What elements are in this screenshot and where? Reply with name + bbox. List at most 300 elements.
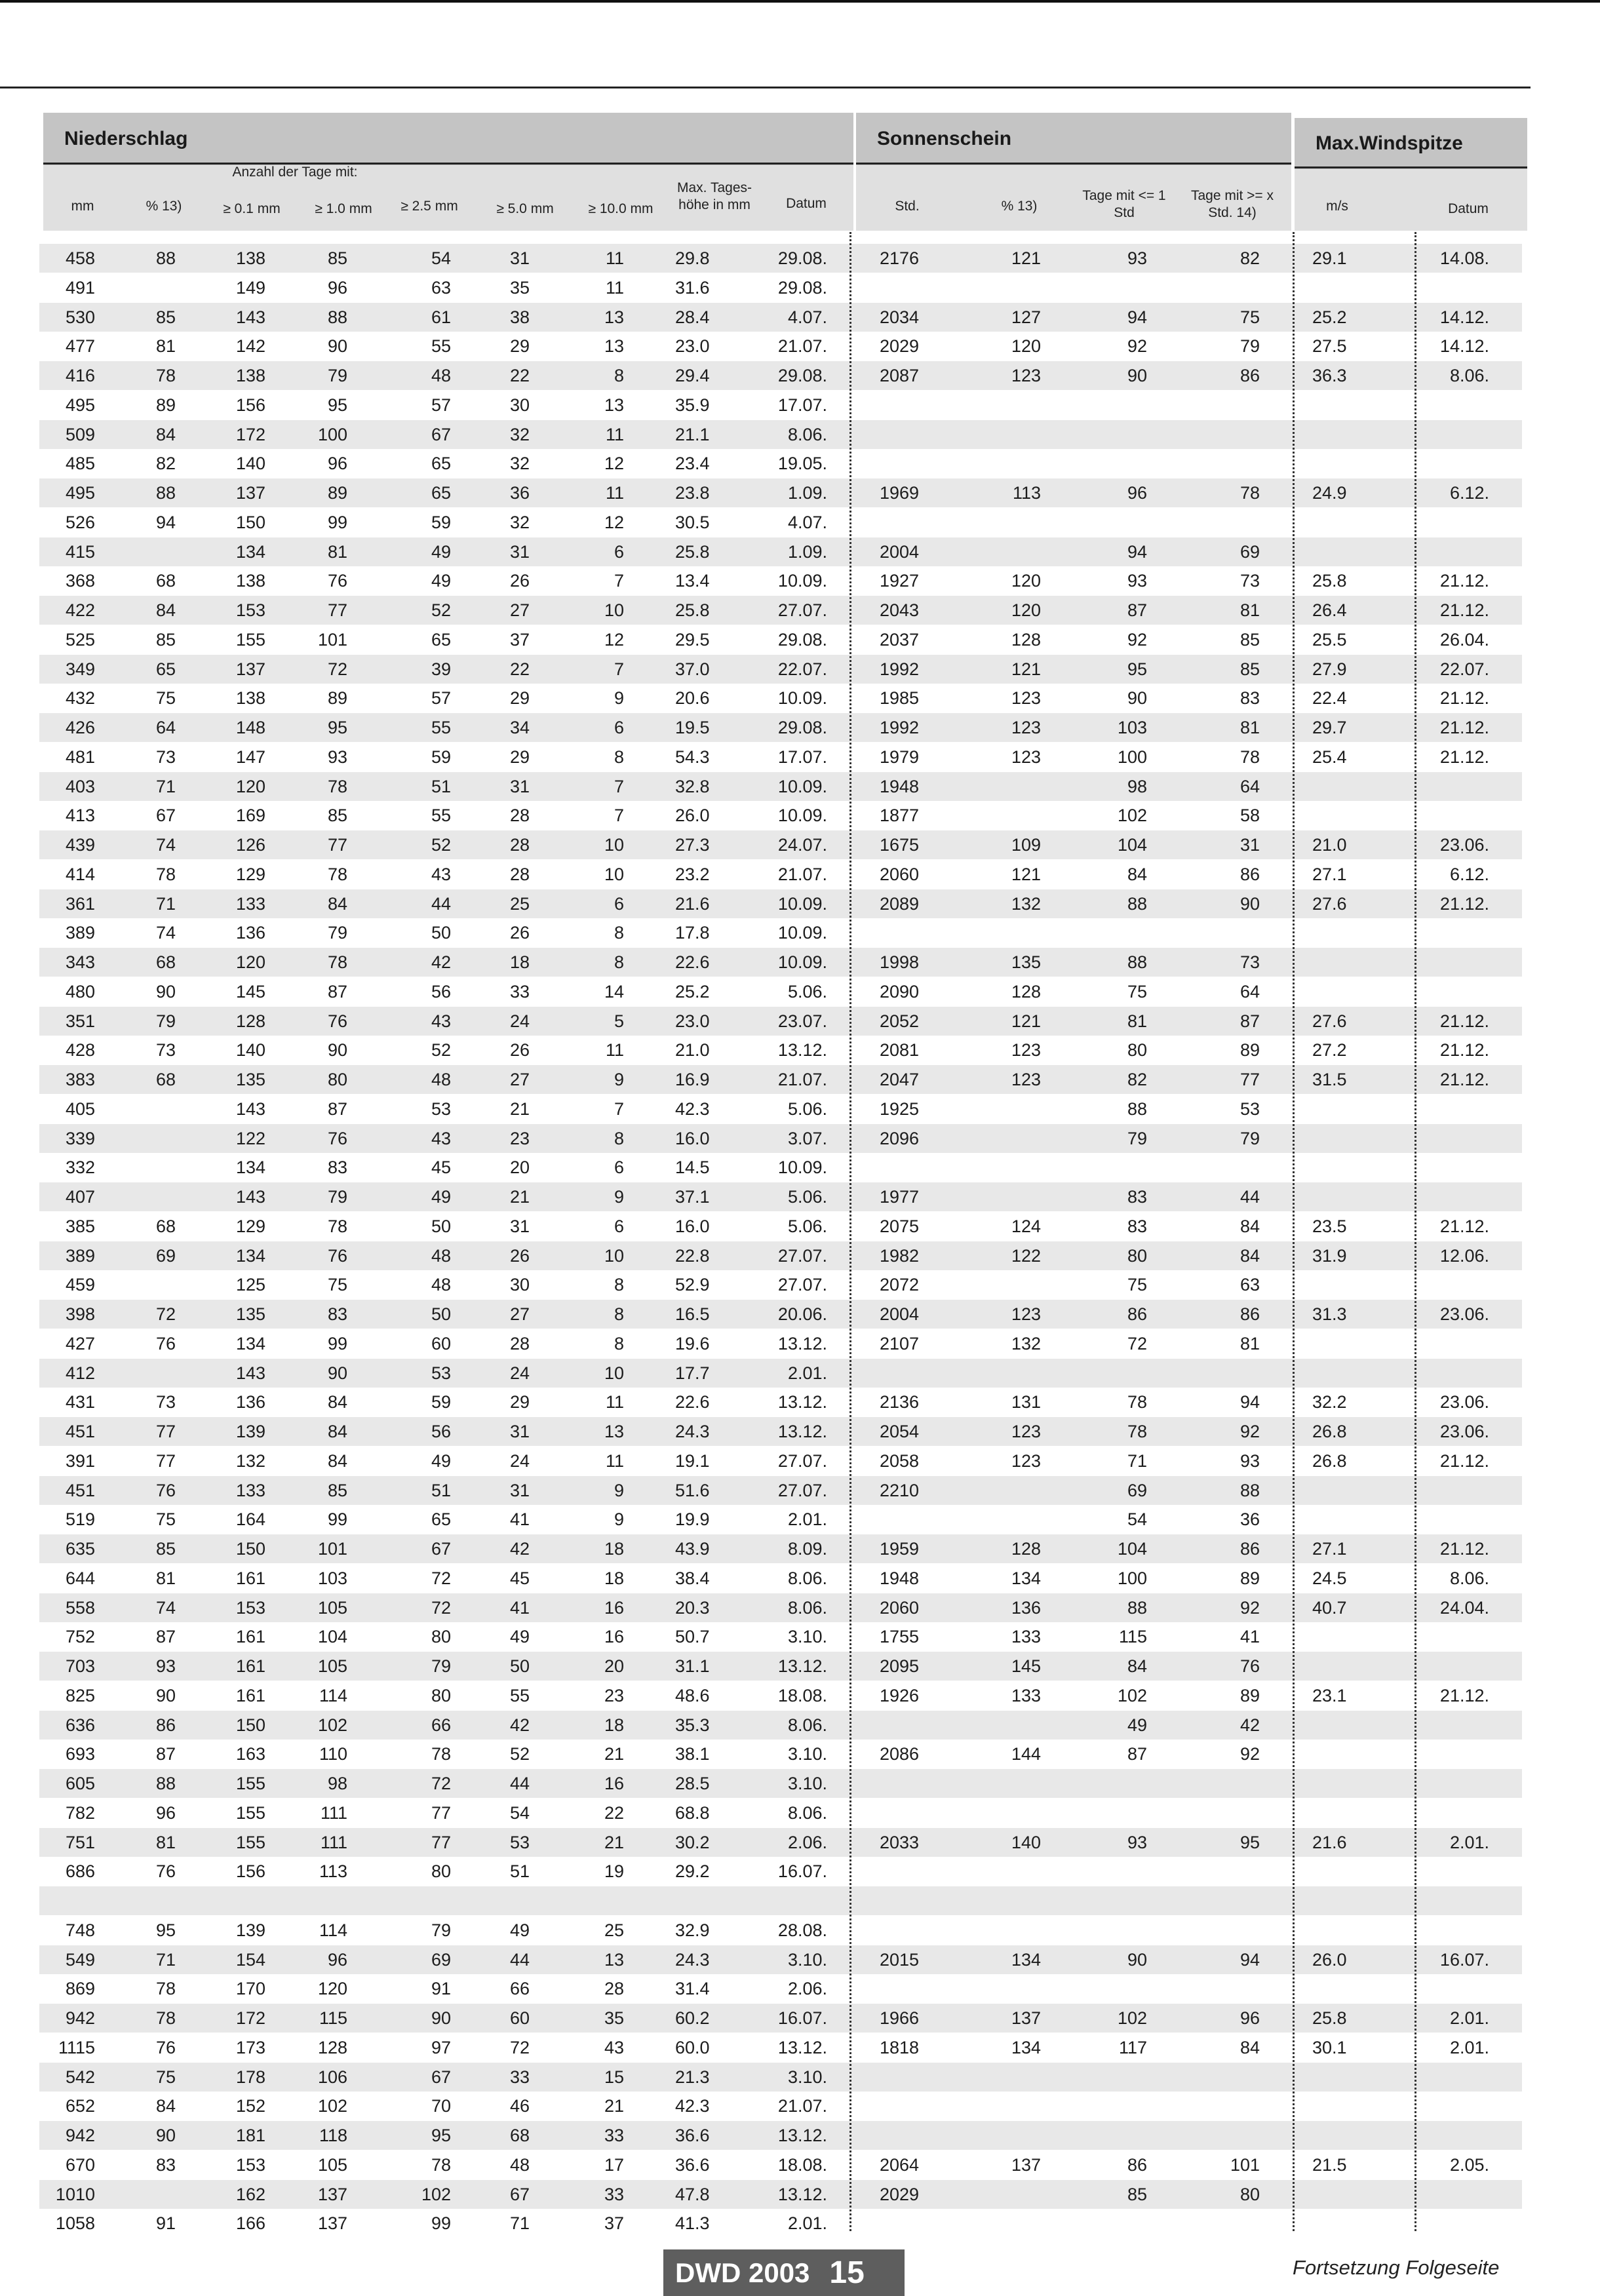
cell-max-day: 38.4 (675, 1568, 710, 1588)
cell-std: 2087 (880, 366, 920, 385)
footer-continued: Fortsetzung Folgeseite (1293, 2256, 1500, 2279)
cell-date-wind: 14.08. (1439, 248, 1489, 268)
cell-max-day: 30.5 (675, 513, 710, 532)
cell-d10: 77 (327, 600, 347, 620)
cell-tage-gex: 81 (1239, 600, 1260, 620)
cell-mm: 1058 (55, 2213, 95, 2233)
cell-max-day: 16.9 (675, 1070, 710, 1089)
cell-tage-gex: 31 (1239, 835, 1260, 855)
cell-date-nd: 10.09. (777, 894, 827, 914)
cell-date-nd: 13.12. (777, 1422, 827, 1441)
cell-d25: 52 (431, 600, 451, 620)
cell-d50: 26 (509, 571, 530, 591)
cell-d01: 161 (235, 1627, 265, 1646)
cell-d01: 153 (235, 1598, 265, 1618)
cell-mm: 343 (65, 952, 95, 972)
cell-max-day: 16.0 (675, 1216, 710, 1236)
cell-ms: 24.5 (1312, 1568, 1347, 1588)
cell-pct-ss: 121 (1011, 659, 1041, 679)
cell-tage-gex: 89 (1239, 1568, 1260, 1588)
cell-d25: 77 (431, 1803, 451, 1823)
cell-tage-gex: 64 (1239, 982, 1260, 1002)
cell-pct-ss: 109 (1011, 835, 1041, 855)
cell-d10: 95 (327, 395, 347, 415)
cell-d100: 43 (604, 2038, 624, 2057)
cell-d10: 78 (327, 1216, 347, 1236)
cell-std: 2004 (880, 542, 920, 562)
cell-pct-ss: 140 (1011, 1833, 1041, 1852)
table-row (0, 1329, 1600, 1358)
cell-tage-le1: 115 (1118, 1627, 1147, 1646)
cell-d01: 135 (235, 1304, 265, 1324)
cell-d100: 22 (604, 1803, 624, 1823)
cell-d50: 31 (509, 777, 530, 796)
cell-d50: 54 (509, 1803, 530, 1823)
cell-d01: 122 (235, 1129, 265, 1148)
cell-d10: 79 (327, 366, 347, 385)
table-row (0, 1153, 1600, 1182)
cell-d100: 17 (604, 2155, 624, 2175)
cell-d25: 50 (431, 923, 451, 943)
cell-tage-gex: 58 (1239, 806, 1260, 825)
cell-max-day: 43.9 (675, 1539, 710, 1559)
cell-std: 2037 (880, 630, 920, 650)
cell-d100: 8 (614, 366, 624, 385)
cell-tage-gex: 92 (1239, 1744, 1260, 1764)
cell-std: 1948 (880, 777, 920, 796)
cell-mm: 439 (65, 835, 95, 855)
cell-mm: 431 (65, 1392, 95, 1412)
cell-pct-nd: 65 (155, 659, 176, 679)
cell-date-nd: 8.09. (787, 1539, 827, 1559)
cell-date-nd: 10.09. (777, 688, 827, 708)
cell-mm: 389 (65, 923, 95, 943)
cell-std: 1992 (880, 659, 920, 679)
cell-d50: 27 (509, 1304, 530, 1324)
cell-max-day: 29.2 (675, 1861, 710, 1881)
cell-std: 2081 (880, 1040, 920, 1060)
cell-pct-nd: 85 (155, 1539, 176, 1559)
cell-date-nd: 13.12. (777, 1392, 827, 1412)
cell-d01: 143 (235, 307, 265, 327)
cell-pct-nd: 72 (155, 1304, 176, 1324)
cell-max-day: 23.0 (675, 336, 710, 356)
cell-mm: 451 (65, 1481, 95, 1500)
cell-d25: 55 (431, 806, 451, 825)
cell-pct-nd: 95 (155, 1920, 176, 1940)
cell-date-nd: 2.01. (787, 1509, 827, 1529)
cell-tage-le1: 88 (1127, 1099, 1147, 1119)
cell-max-day: 16.5 (675, 1304, 710, 1324)
cell-max-day: 54.3 (675, 747, 710, 767)
cell-date-wind: 23.06. (1439, 1304, 1489, 1324)
cell-d01: 143 (235, 1187, 265, 1207)
cell-d50: 53 (509, 1833, 530, 1852)
cell-date-wind: 8.06. (1449, 1568, 1489, 1588)
cell-mm: 942 (65, 2008, 95, 2028)
cell-pct-ss: 133 (1011, 1627, 1041, 1646)
cell-d50: 29 (509, 336, 530, 356)
cell-d100: 13 (604, 307, 624, 327)
cell-tage-gex: 77 (1239, 1070, 1260, 1089)
cell-d50: 29 (509, 688, 530, 708)
table-row (0, 2209, 1600, 2238)
cell-d01: 154 (235, 1950, 265, 1970)
cell-tage-gex: 73 (1239, 571, 1260, 591)
cell-d10: 85 (327, 1481, 347, 1500)
cell-max-day: 19.9 (675, 1509, 710, 1529)
cell-max-day: 48.6 (675, 1686, 710, 1705)
cell-d100: 8 (614, 1275, 624, 1294)
cell-d01: 120 (235, 777, 265, 796)
cell-mm: 351 (65, 1011, 95, 1031)
cell-max-day: 32.9 (675, 1920, 710, 1940)
cell-max-day: 36.6 (675, 2155, 710, 2175)
cell-date-nd: 2.01. (787, 1363, 827, 1383)
cell-d01: 128 (235, 1011, 265, 1031)
cell-d25: 48 (431, 1246, 451, 1266)
cell-d10: 99 (327, 1334, 347, 1353)
cell-d25: 43 (431, 1011, 451, 1031)
cell-pct-nd: 81 (155, 1568, 176, 1588)
cell-d100: 7 (614, 806, 624, 825)
cell-d25: 42 (431, 952, 451, 972)
cell-d100: 13 (604, 395, 624, 415)
cell-mm: 526 (65, 513, 95, 532)
cell-d10: 114 (319, 1686, 347, 1705)
cell-d01: 133 (235, 1481, 265, 1500)
cell-tage-gex: 86 (1239, 865, 1260, 884)
cell-pct-nd: 87 (155, 1744, 176, 1764)
cell-max-day: 21.1 (675, 425, 710, 444)
cell-d10: 72 (327, 659, 347, 679)
cell-d25: 97 (431, 2038, 451, 2057)
cell-max-day: 19.1 (675, 1451, 710, 1471)
cell-d01: 138 (235, 366, 265, 385)
cell-pct-ss: 127 (1011, 307, 1041, 327)
cell-d01: 164 (235, 1509, 265, 1529)
cell-pct-nd: 88 (155, 1774, 176, 1793)
cell-tage-gex: 86 (1239, 1539, 1260, 1559)
cell-d01: 138 (235, 571, 265, 591)
cell-date-nd: 21.07. (777, 336, 827, 356)
table-row (0, 478, 1600, 507)
cell-pct-ss: 131 (1011, 1392, 1041, 1412)
table-row (0, 684, 1600, 712)
cell-date-wind: 8.06. (1449, 366, 1489, 385)
cell-pct-nd: 81 (155, 1833, 176, 1852)
cell-d01: 134 (235, 1334, 265, 1353)
table-row (0, 1300, 1600, 1329)
cell-ms: 24.9 (1312, 483, 1347, 503)
cell-d100: 7 (614, 777, 624, 796)
cell-date-nd: 5.06. (787, 982, 827, 1002)
cell-tage-le1: 100 (1117, 747, 1147, 767)
cell-date-nd: 8.06. (787, 1568, 827, 1588)
cell-tage-gex: 83 (1239, 688, 1260, 708)
cell-d10: 102 (317, 1715, 347, 1735)
cell-pct-nd: 76 (155, 1481, 176, 1500)
cell-d25: 61 (431, 307, 451, 327)
cell-d50: 28 (509, 835, 530, 855)
cell-pct-nd: 76 (155, 2038, 176, 2057)
cell-tage-gex: 84 (1239, 1246, 1260, 1266)
cell-tage-gex: 96 (1239, 2008, 1260, 2028)
cell-date-nd: 5.06. (787, 1099, 827, 1119)
cell-tage-gex: 36 (1239, 1509, 1260, 1529)
cell-pct-ss: 123 (1011, 1422, 1041, 1441)
cell-pct-nd: 73 (155, 1040, 176, 1060)
cell-pct-nd: 89 (155, 395, 176, 415)
header-rule-ss (856, 163, 1291, 165)
cell-d50: 36 (509, 483, 530, 503)
cell-tage-le1: 95 (1127, 659, 1147, 679)
cell-ms: 23.1 (1312, 1686, 1347, 1705)
cell-ms: 26.0 (1312, 1950, 1347, 1970)
cell-d50: 51 (509, 1861, 530, 1881)
cell-d100: 6 (614, 718, 624, 737)
cell-date-wind: 23.06. (1439, 1392, 1489, 1412)
cell-date-nd: 20.06. (777, 1304, 827, 1324)
cell-pct-ss: 113 (1012, 483, 1041, 503)
cell-d25: 67 (431, 425, 451, 444)
cell-tage-le1: 80 (1127, 1246, 1147, 1266)
cell-ms: 22.4 (1312, 688, 1347, 708)
cell-std: 2086 (880, 1744, 920, 1764)
cell-d50: 32 (509, 454, 530, 473)
cell-d10: 84 (327, 1422, 347, 1441)
cell-pct-nd: 71 (155, 777, 176, 796)
cell-tage-gex: 63 (1239, 1275, 1260, 1294)
cell-d10: 100 (317, 425, 347, 444)
cell-pct-nd: 77 (155, 1422, 176, 1441)
cell-mm: 458 (65, 248, 95, 268)
cell-d100: 21 (604, 1744, 624, 1764)
cell-d50: 21 (509, 1099, 530, 1119)
cell-d100: 11 (605, 425, 624, 444)
cell-d01: 134 (235, 1246, 265, 1266)
cell-date-nd: 3.07. (787, 1129, 827, 1148)
cell-date-wind: 21.12. (1439, 1686, 1489, 1705)
table-row (0, 2004, 1600, 2033)
cell-date-nd: 27.07. (777, 1481, 827, 1500)
cell-d50: 26 (509, 923, 530, 943)
cell-d01: 140 (235, 454, 265, 473)
cell-d10: 84 (327, 894, 347, 914)
cell-date-nd: 24.07. (777, 835, 827, 855)
cell-max-day: 24.3 (675, 1950, 710, 1970)
cell-pct-nd: 75 (155, 688, 176, 708)
cell-d100: 19 (604, 1861, 624, 1881)
table-row (0, 420, 1600, 449)
cell-tage-gex: 84 (1239, 2038, 1260, 2057)
cell-std: 1948 (880, 1568, 920, 1588)
cell-d01: 161 (235, 1686, 265, 1705)
cell-date-nd: 21.07. (777, 1070, 827, 1089)
cell-d10: 85 (327, 806, 347, 825)
cell-d25: 90 (431, 2008, 451, 2028)
cell-std: 2210 (880, 1481, 920, 1500)
cell-std: 2089 (880, 894, 920, 914)
cell-tage-gex: 101 (1230, 2155, 1260, 2175)
cell-tage-le1: 104 (1117, 1539, 1147, 1559)
cell-tage-le1: 87 (1127, 600, 1147, 620)
cell-d50: 31 (509, 1481, 530, 1500)
cell-d01: 169 (235, 806, 265, 825)
cell-d50: 24 (509, 1451, 530, 1471)
cell-pct-ss: 132 (1011, 1334, 1041, 1353)
cell-pct-ss: 120 (1011, 600, 1041, 620)
cell-pct-ss: 144 (1011, 1744, 1041, 1764)
cell-tage-gex: 41 (1239, 1627, 1260, 1646)
cell-ms: 36.3 (1312, 366, 1347, 385)
header-std: Std. (895, 199, 920, 214)
cell-d01: 143 (235, 1363, 265, 1383)
table-row (0, 449, 1600, 478)
cell-std: 1755 (880, 1627, 920, 1646)
cell-max-day: 22.6 (675, 952, 710, 972)
cell-d100: 10 (604, 865, 624, 884)
cell-d50: 34 (509, 718, 530, 737)
cell-date-nd: 8.06. (787, 1598, 827, 1618)
cell-d100: 16 (604, 1774, 624, 1793)
cell-ms: 29.7 (1312, 718, 1347, 737)
cell-pct-nd: 71 (155, 1950, 176, 1970)
cell-d25: 70 (431, 2096, 451, 2116)
table-row (0, 889, 1600, 918)
cell-ms: 32.2 (1312, 1392, 1347, 1412)
cell-d01: 150 (235, 1539, 265, 1559)
cell-mm: 477 (65, 336, 95, 356)
table-row (0, 1505, 1600, 1534)
cell-ms: 40.7 (1312, 1598, 1347, 1618)
table-row (0, 860, 1600, 889)
cell-mm: 405 (65, 1099, 95, 1119)
cell-date-nd: 3.10. (787, 1627, 827, 1646)
cell-d100: 6 (614, 1216, 624, 1236)
cell-pct-ss: 120 (1011, 336, 1041, 356)
cell-d25: 67 (431, 2067, 451, 2087)
cell-pct-ss: 133 (1011, 1686, 1041, 1705)
cell-d50: 25 (509, 894, 530, 914)
cell-pct-nd: 94 (155, 513, 176, 532)
cell-pct-ss: 121 (1011, 248, 1041, 268)
cell-pct-ss: 123 (1011, 747, 1041, 767)
cell-max-day: 35.3 (675, 1715, 710, 1735)
cell-tage-gex: 93 (1239, 1451, 1260, 1471)
cell-tage-gex: 94 (1239, 1950, 1260, 1970)
table-row (0, 537, 1600, 566)
table-row (0, 2180, 1600, 2209)
cell-date-wind: 21.12. (1439, 747, 1489, 767)
table-row (0, 1417, 1600, 1446)
cell-d01: 156 (235, 1861, 265, 1881)
cell-mm: 389 (65, 1246, 95, 1266)
table-row (0, 1241, 1600, 1270)
cell-pct-ss: 120 (1011, 571, 1041, 591)
cell-std: 2176 (880, 248, 920, 268)
cell-pct-nd: 69 (155, 1246, 176, 1266)
table-row (0, 801, 1600, 830)
cell-max-day: 25.8 (675, 542, 710, 562)
cell-mm: 332 (65, 1158, 95, 1177)
cell-d50: 18 (509, 952, 530, 972)
cell-tage-le1: 84 (1127, 865, 1147, 884)
cell-d10: 120 (317, 1979, 347, 1998)
cell-max-day: 30.2 (675, 1833, 710, 1852)
cell-date-nd: 10.09. (777, 952, 827, 972)
cell-mm: 530 (65, 307, 95, 327)
cell-mm: 426 (65, 718, 95, 737)
cell-tage-le1: 117 (1118, 2038, 1147, 2057)
cell-mm: 519 (65, 1509, 95, 1529)
table-row (0, 303, 1600, 332)
cell-date-wind: 21.12. (1439, 1539, 1489, 1559)
cell-ms: 25.4 (1312, 747, 1347, 767)
cell-tage-gex: 76 (1239, 1656, 1260, 1676)
cell-d01: 172 (235, 425, 265, 444)
cell-std: 1966 (880, 2008, 920, 2028)
cell-tage-le1: 82 (1127, 1070, 1147, 1089)
cell-tage-le1: 84 (1127, 1656, 1147, 1676)
cell-d01: 137 (235, 659, 265, 679)
cell-std: 2043 (880, 600, 920, 620)
section-sonnenschein (856, 113, 1291, 165)
cell-pct-nd: 71 (155, 894, 176, 914)
cell-ms: 31.3 (1312, 1304, 1347, 1324)
cell-tage-gex: 79 (1239, 1129, 1260, 1148)
cell-d10: 137 (317, 2185, 347, 2204)
cell-std: 1818 (880, 2038, 920, 2057)
cell-d10: 128 (317, 2038, 347, 2057)
cell-max-day: 23.4 (675, 454, 710, 473)
table-row (0, 332, 1600, 360)
cell-std: 1877 (880, 806, 920, 825)
cell-d25: 72 (431, 1568, 451, 1588)
cell-date-wind: 2.01. (1449, 2008, 1489, 2028)
cell-d25: 53 (431, 1099, 451, 1119)
cell-tage-gex: 89 (1239, 1686, 1260, 1705)
cell-d50: 24 (509, 1011, 530, 1031)
cell-pct-nd: 84 (155, 425, 176, 444)
cell-d50: 49 (509, 1920, 530, 1940)
cell-d100: 9 (614, 688, 624, 708)
cell-date-nd: 10.09. (777, 777, 827, 796)
cell-d25: 49 (431, 542, 451, 562)
cell-pct-nd: 78 (155, 366, 176, 385)
table-row (0, 1945, 1600, 1974)
cell-date-wind: 16.07. (1439, 1950, 1489, 1970)
cell-tage-gex: 53 (1239, 1099, 1260, 1119)
cell-max-day: 68.8 (675, 1803, 710, 1823)
table-row (0, 391, 1600, 419)
cell-tage-le1: 92 (1127, 336, 1147, 356)
cell-date-nd: 13.12. (777, 1656, 827, 1676)
cell-mm: 414 (65, 865, 95, 884)
cell-d10: 90 (327, 1040, 347, 1060)
cell-d100: 35 (604, 2008, 624, 2028)
cell-d01: 153 (235, 600, 265, 620)
cell-date-wind: 21.12. (1439, 1011, 1489, 1031)
cell-std: 1959 (880, 1539, 920, 1559)
cell-d100: 11 (605, 1040, 624, 1060)
cell-pct-nd: 75 (155, 1509, 176, 1529)
cell-tage-le1: 80 (1127, 1040, 1147, 1060)
cell-pct-nd: 74 (155, 923, 176, 943)
cell-pct-ss: 128 (1011, 630, 1041, 650)
cell-mm: 652 (65, 2096, 95, 2116)
cell-std: 2095 (880, 1656, 920, 1676)
